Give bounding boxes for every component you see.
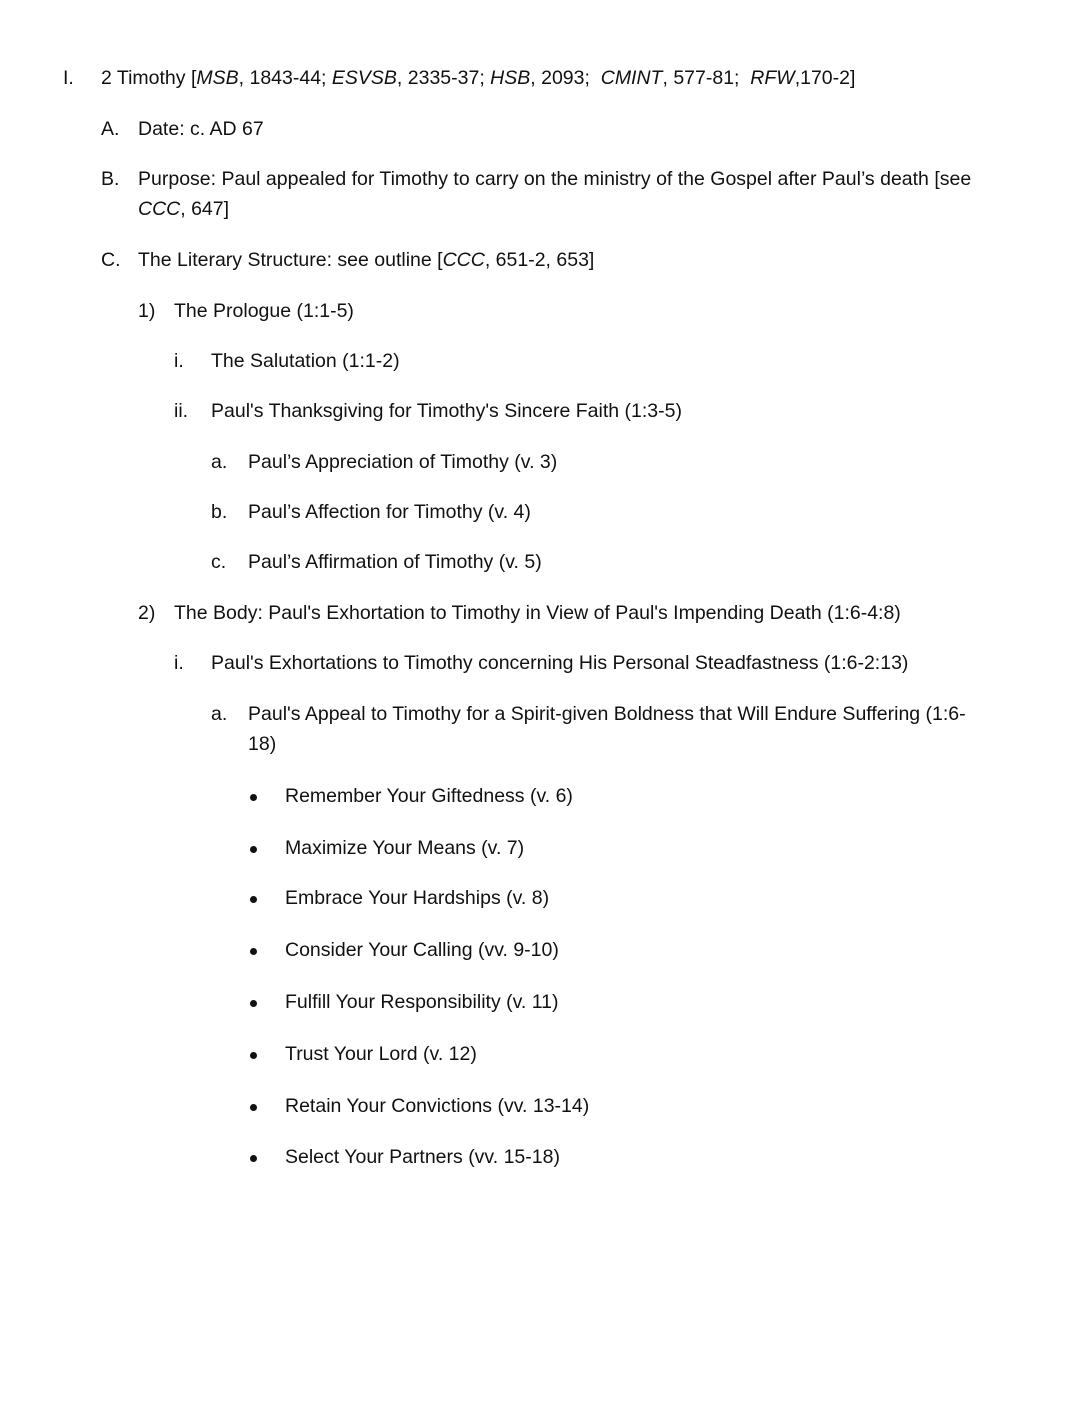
bullet-text: Consider Your Calling (vv. 9-10)	[285, 939, 559, 961]
outline-marker: C.	[101, 249, 121, 271]
outline-marker: a.	[211, 703, 228, 725]
ref-abbr: CCC	[442, 249, 485, 271]
ref-pages: , 647]	[180, 198, 230, 220]
bullet-icon	[250, 1000, 257, 1007]
outline-marker: 1)	[138, 300, 156, 322]
outline-text: The Prologue (1:1-5)	[174, 300, 354, 322]
outline-heading	[101, 63, 855, 93]
outline-marker: a.	[211, 451, 228, 473]
ref-pages: ,170-2]	[794, 67, 856, 89]
outline-text: Paul’s Appreciation of Timothy (v. 3)	[248, 451, 558, 473]
ref-abbr: HSB	[490, 67, 531, 89]
outline-text-line1: Paul's Appeal to Timothy for a Spirit-given Boldness that Will Endure Suffering (1:6-	[248, 703, 966, 725]
outline-marker: 2)	[138, 602, 156, 624]
outline-text: The Salutation (1:1-2)	[211, 350, 400, 372]
outline-marker: i.	[174, 350, 184, 372]
outline-text: Paul’s Affirmation of Timothy (v. 5)	[248, 551, 542, 573]
bullet-icon	[250, 948, 257, 955]
outline-text: Paul's Exhortations to Timothy concerning His Personal Steadfastness (1:6-2:13)	[211, 652, 909, 674]
ref-abbr: CCC	[138, 198, 181, 220]
ref-abbr: ESVSB	[331, 67, 397, 89]
bullet-icon	[250, 846, 257, 853]
outline-marker: ii.	[174, 400, 189, 422]
outline-marker: I.	[63, 67, 74, 89]
bullet-icon	[250, 1052, 257, 1059]
bullet-icon	[250, 896, 257, 903]
ref-pages: , 577-81;	[662, 67, 751, 89]
text-lead: The Literary Structure: see outline [	[138, 249, 443, 271]
outline-text	[138, 245, 594, 275]
ref-pages: , 1843-44;	[238, 67, 332, 89]
ref-pages: , 2093;	[530, 67, 601, 89]
bullet-text: Fulfill Your Responsibility (v. 11)	[285, 991, 559, 1013]
ref-pages: , 2335-37;	[396, 67, 491, 89]
bullet-icon	[250, 1104, 257, 1111]
outline-marker: i.	[174, 652, 184, 674]
ref-abbr: MSB	[196, 67, 239, 89]
bullet-text: Trust Your Lord (v. 12)	[285, 1043, 477, 1065]
bullet-text: Retain Your Convictions (vv. 13-14)	[285, 1095, 590, 1117]
bullet-icon	[250, 1155, 257, 1162]
ref-pages: , 651-2, 653]	[484, 249, 595, 271]
bullet-text: Select Your Partners (vv. 15-18)	[285, 1146, 560, 1168]
outline-text: Date: c. AD 67	[138, 118, 264, 140]
bullet-text: Remember Your Giftedness (v. 6)	[285, 785, 573, 807]
bullet-text: Embrace Your Hardships (v. 8)	[285, 887, 550, 909]
outline-text-line2: 18)	[248, 733, 277, 755]
ref-abbr: RFW	[750, 67, 795, 89]
bullet-icon	[250, 794, 257, 801]
heading-lead: 2 Timothy [	[101, 67, 197, 89]
ref-abbr: CMINT	[600, 67, 663, 89]
outline-marker: A.	[101, 118, 120, 140]
outline-text: The Body: Paul's Exhortation to Timothy in View of Paul's Impending Death (1:6-4:8)	[174, 602, 901, 624]
outline-marker: B.	[101, 168, 120, 190]
outline-text-line1: Purpose: Paul appealed for Timothy to carry on the ministry of the Gospel after Paul’s death [see	[138, 168, 972, 190]
bullet-text: Maximize Your Means (v. 7)	[285, 837, 525, 859]
outline-text-line2	[138, 194, 229, 224]
outline-marker: b.	[211, 501, 228, 523]
outline-marker: c.	[211, 551, 227, 573]
outline-text: Paul's Thanksgiving for Timothy's Sincere Faith (1:3-5)	[211, 400, 682, 422]
outline-text: Paul’s Affection for Timothy (v. 4)	[248, 501, 531, 523]
